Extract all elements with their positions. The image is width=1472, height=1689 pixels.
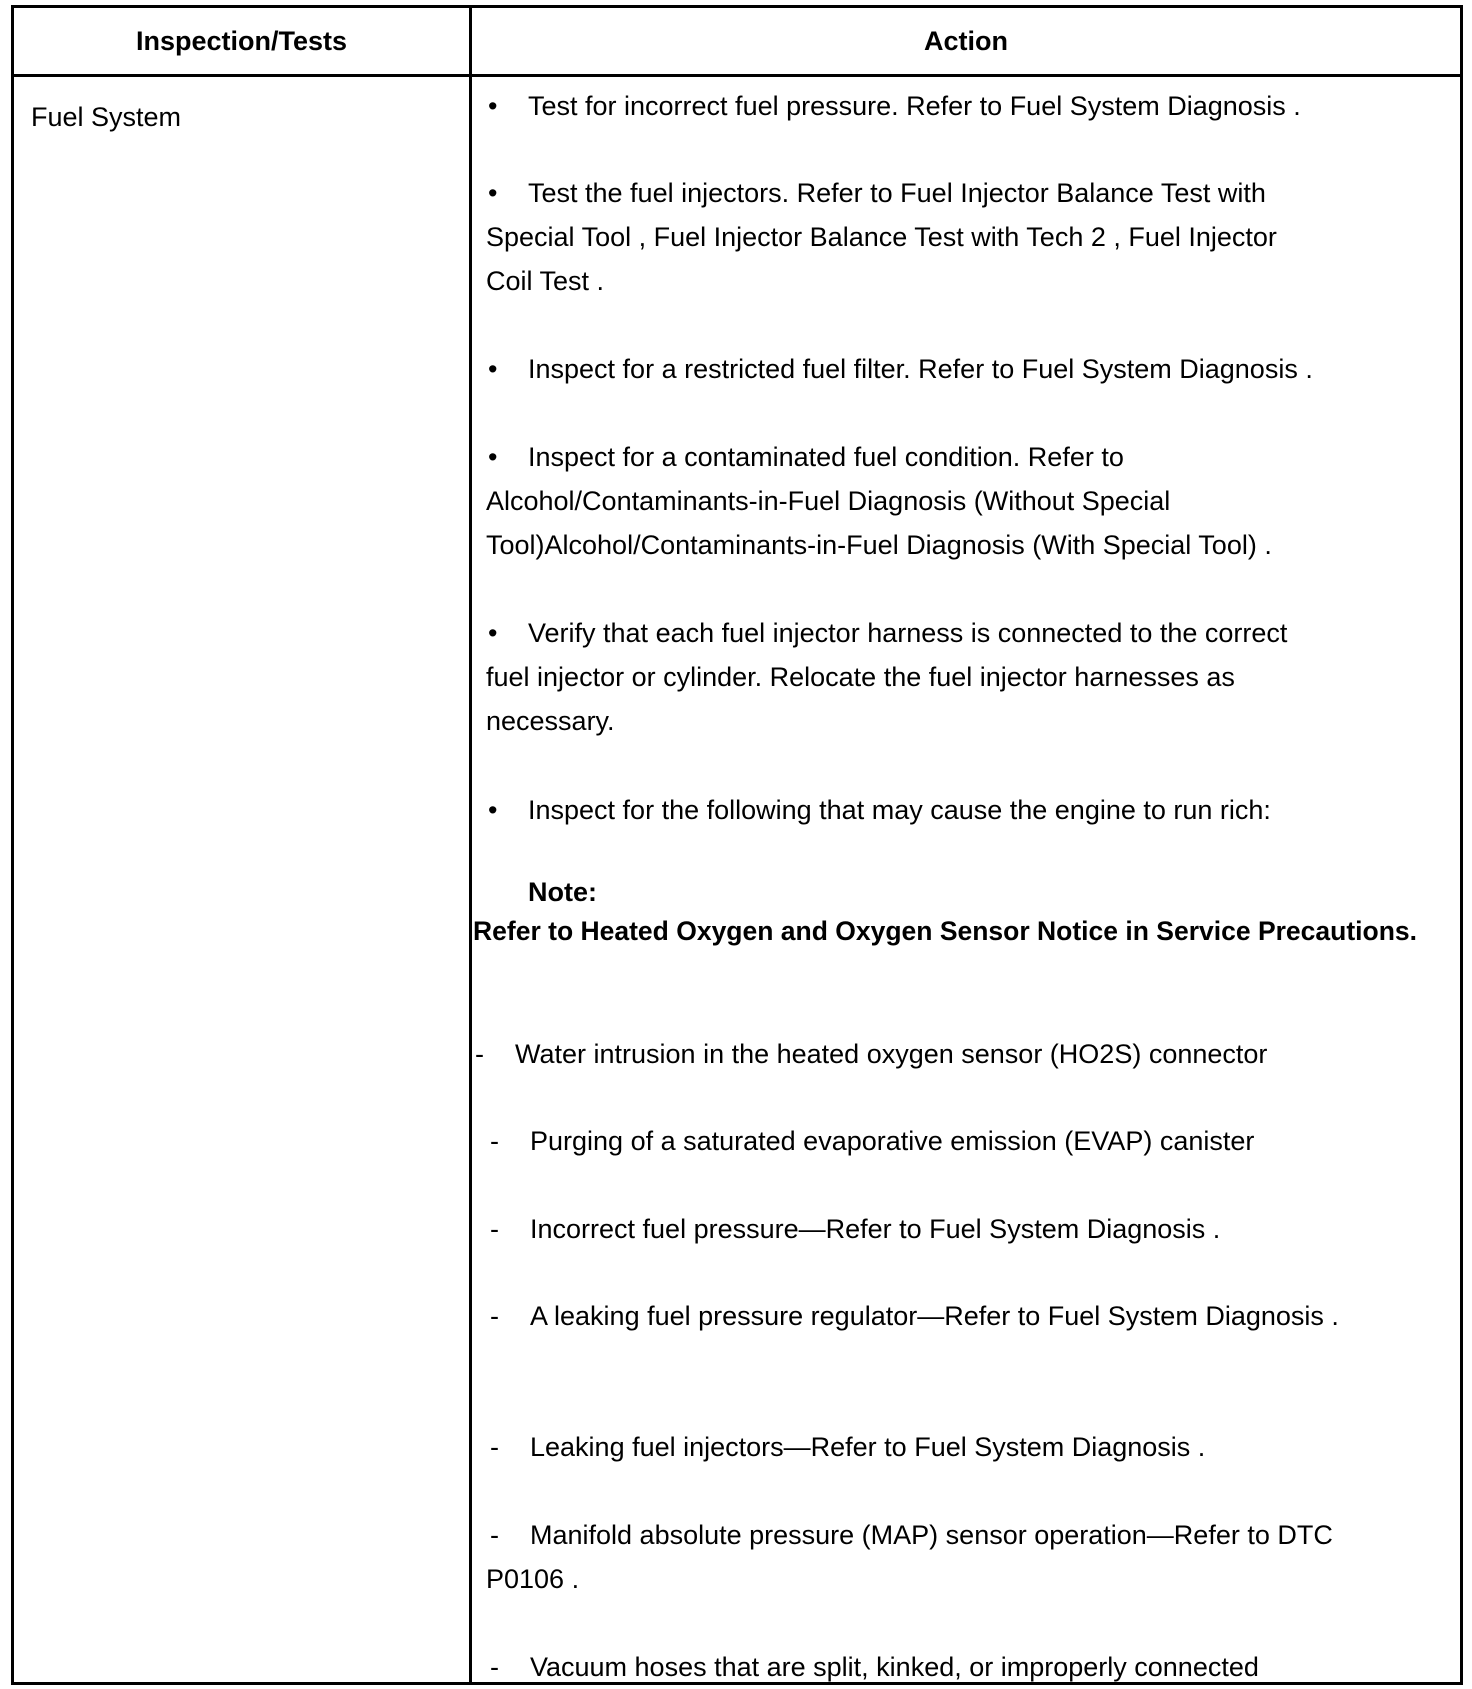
sub-item <box>486 1119 1426 1163</box>
action-text: Inspect for the following that may cause the engine to run rich: <box>528 795 1271 825</box>
dash-marker: - <box>490 1126 499 1156</box>
sub-item <box>486 1294 1346 1338</box>
column-divider <box>469 8 472 1682</box>
header-action: Action <box>924 26 1008 56</box>
dash-marker: - <box>490 1214 499 1244</box>
sub-item-text: Purging of a saturated evaporative emission (EVAP) canister <box>530 1126 1255 1156</box>
header-divider <box>14 74 1460 77</box>
note-text: Refer to Heated Oxygen and Oxygen Sensor Notice in Service Precautions. <box>473 916 1417 946</box>
action-text: Inspect for a restricted fuel filter. Refer to Fuel System Diagnosis . <box>528 354 1313 384</box>
sub-item <box>486 1645 1426 1689</box>
sub-item-text: Incorrect fuel pressure—Refer to Fuel System Diagnosis . <box>530 1214 1221 1244</box>
bullet-marker: • <box>488 178 498 208</box>
bullet-marker: • <box>488 795 498 825</box>
dash-marker: - <box>490 1301 499 1331</box>
action-item <box>486 347 1386 391</box>
dash-marker: - <box>490 1520 499 1550</box>
inspection-table <box>11 5 1463 1685</box>
note-label: Note: <box>528 877 597 907</box>
action-item <box>486 611 1316 743</box>
header-inspection-tests: Inspection/Tests <box>135 26 348 56</box>
dash-marker: - <box>475 1039 484 1069</box>
sub-item <box>471 1032 1411 1076</box>
action-item <box>486 84 1386 128</box>
sub-item <box>486 1513 1356 1601</box>
action-text: Verify that each fuel injector harness is connected to the correct fuel injector or cylinder. Relocate the fuel injector harnesses as necessary. <box>486 618 1288 736</box>
bullet-marker: • <box>488 354 498 384</box>
sub-item-text: Vacuum hoses that are split, kinked, or improperly connected <box>530 1652 1259 1682</box>
bullet-marker: • <box>488 618 498 648</box>
sub-item-text: Leaking fuel injectors—Refer to Fuel System Diagnosis . <box>530 1432 1206 1462</box>
action-text: Inspect for a contaminated fuel condition. Refer to Alcohol/Contaminants-in-Fuel Diagnosis (Without Special Tool)Alcohol/Contaminants-in-Fuel Diagnosis (With Special Tool) . <box>486 442 1272 560</box>
action-item <box>486 435 1316 567</box>
action-text: Test the fuel injectors. Refer to Fuel Injector Balance Test with Special Tool , Fuel Injector Balance Test with Tech 2 , Fuel Injector Coil Test . <box>486 178 1277 296</box>
dash-marker: - <box>490 1432 499 1462</box>
sub-item-text: Water intrusion in the heated oxygen sensor (HO2S) connector <box>515 1039 1268 1069</box>
sub-item <box>486 1207 1426 1251</box>
action-text: Test for incorrect fuel pressure. Refer to Fuel System Diagnosis . <box>528 91 1301 121</box>
dash-marker: - <box>490 1652 499 1682</box>
action-item <box>486 788 1386 832</box>
action-item <box>486 171 1306 303</box>
bullet-marker: • <box>488 91 498 121</box>
row-label-fuel-system: Fuel System <box>31 102 182 132</box>
sub-item <box>486 1425 1426 1469</box>
sub-item-text: A leaking fuel pressure regulator—Refer to Fuel System Diagnosis . <box>530 1301 1339 1331</box>
sub-item-text: Manifold absolute pressure (MAP) sensor operation—Refer to DTC P0106 . <box>486 1520 1333 1594</box>
bullet-marker: • <box>488 442 498 472</box>
